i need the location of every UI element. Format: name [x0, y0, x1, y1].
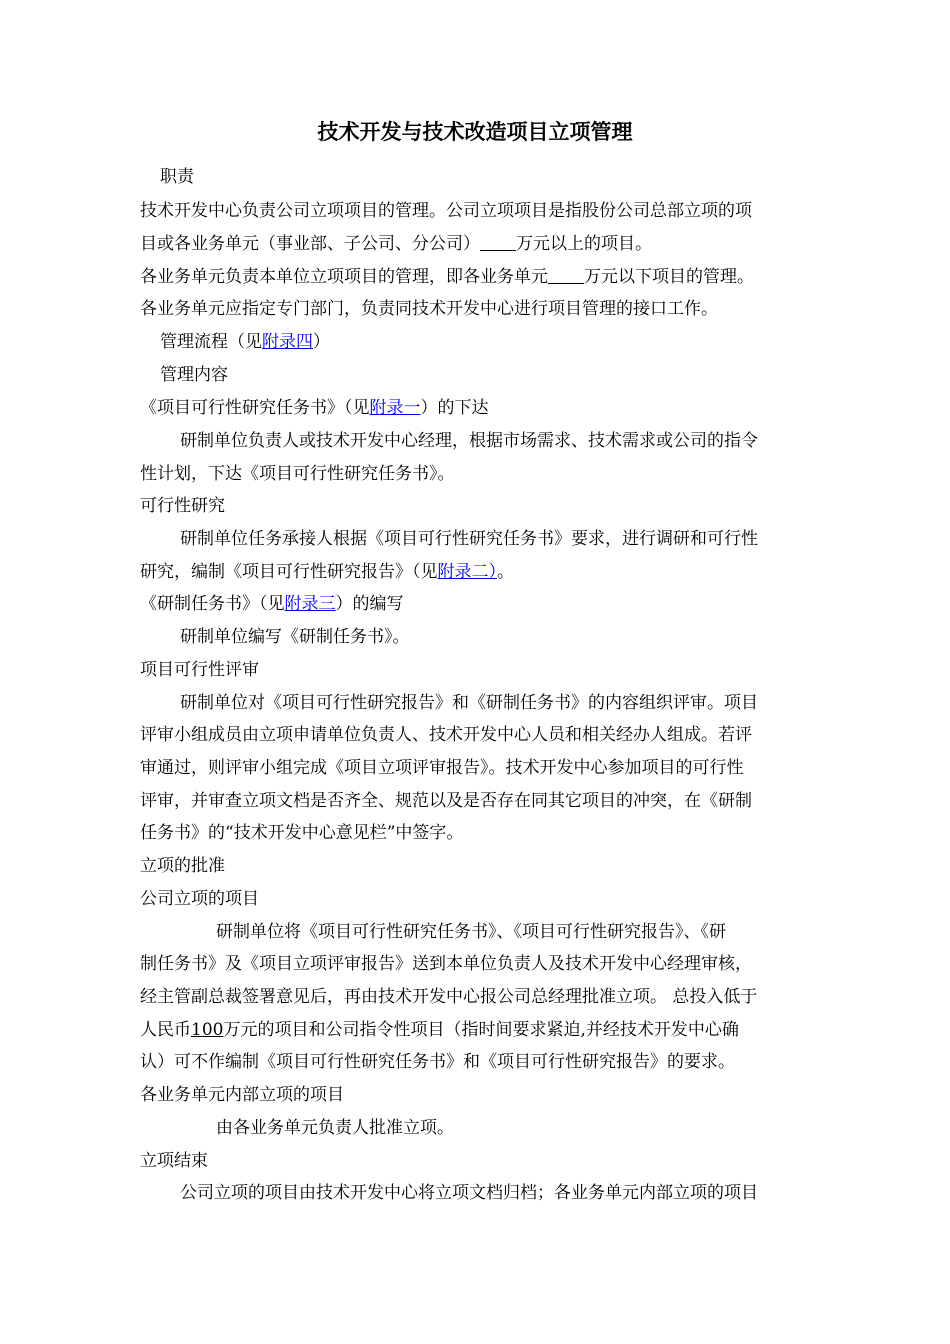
- paragraph-8-line-2: 制任务书》及《项目立项评审报告》送到本单位负责人及技术开发中心经理审核，: [140, 954, 752, 974]
- heading-task-issue: 《项目可行性研究任务书》（见附录一）的下达: [140, 398, 489, 418]
- paragraph-1-line-1: 技术开发中心负责公司立项项目的管理。公司立项项目是指股份公司总部立项的项: [140, 201, 752, 221]
- paragraph-6: 研制单位编写《研制任务书》。: [180, 627, 410, 647]
- paragraph-4-line-2: 性计划，下达《项目可行性研究任务书》。: [140, 464, 455, 484]
- paragraph-8-line-3: 经主管副总裁签署意见后，再由技术开发中心报公司总经理批准立项。 总投入低于: [140, 987, 758, 1007]
- appendix-1-link[interactable]: 附录一: [369, 398, 421, 418]
- appendix-4-link[interactable]: 附录四: [262, 332, 313, 352]
- paragraph-10: 公司立项的项目由技术开发中心将立项文档归档；各业务单元内部立项的项目: [180, 1183, 758, 1203]
- paragraph-7-line-4: 评审，并审查立项文档是否齐全、规范以及是否存在同其它项目的冲突，在《研制: [140, 791, 752, 811]
- paragraph-8-line-4: 人民币100万元的项目和公司指令性项目（指时间要求紧迫,并经技术开发中心确: [140, 1020, 739, 1040]
- document-title: 技术开发与技术改造项目立项管理: [317, 120, 633, 144]
- heading-feasibility-review: 项目可行性评审: [140, 660, 259, 680]
- paragraph-7-line-2: 评审小组成员由立项申请单位负责人、技术开发中心人员和相关经办人组成。若评: [140, 725, 752, 745]
- paragraph-7-line-1: 研制单位对《项目可行性研究报告》和《研制任务书》的内容组织评审。项目: [180, 693, 758, 713]
- heading-feasibility-study: 可行性研究: [140, 496, 225, 516]
- paragraph-3: 各业务单元应指定专门部门，负责同技术开发中心进行项目管理的接口工作。: [140, 299, 718, 319]
- paragraph-2: 各业务单元负责本单位立项项目的管理，即各业务单元 万元以下项目的管理。: [140, 267, 754, 287]
- appendix-2-link[interactable]: 附录二）: [437, 562, 497, 582]
- section-flow: 管理流程（见附录四）: [160, 332, 330, 352]
- paragraph-8-line-5: 认）可不作编制《项目可行性研究任务书》和《项目可行性研究报告》的要求。: [140, 1052, 735, 1072]
- blank-amount-field: [480, 234, 516, 251]
- paragraph-7-line-5: 任务书》的“技术开发中心意见栏”中签字。: [140, 823, 464, 843]
- heading-completion: 立项结束: [140, 1151, 208, 1171]
- section-duty: 职责: [160, 167, 194, 187]
- heading-task-writing: 《研制任务书》（见附录三）的编写: [140, 594, 404, 614]
- paragraph-4-line-1: 研制单位负责人或技术开发中心经理，根据市场需求、技术需求或公司的指令: [180, 431, 758, 451]
- paragraph-1-line-2: 目或各业务单元（事业部、子公司、分公司） 万元以上的项目。: [140, 234, 652, 254]
- blank-amount-field: [548, 267, 584, 284]
- amount-underlined: 100: [191, 1020, 224, 1040]
- heading-approval: 立项的批准: [140, 856, 225, 876]
- paragraph-8-line-1: 研制单位将《项目可行性研究任务书》、《项目可行性研究报告》、《研: [216, 922, 726, 942]
- heading-unit-projects: 各业务单元内部立项的项目: [140, 1085, 344, 1105]
- paragraph-7-line-3: 审通过，则评审小组完成《项目立项评审报告》。技术开发中心参加项目的可行性: [140, 758, 744, 778]
- paragraph-5-line-2: 研究，编制《项目可行性研究报告》（见附录二）。: [140, 562, 514, 582]
- paragraph-5-line-1: 研制单位任务承接人根据《项目可行性研究任务书》要求，进行调研和可行性: [180, 529, 758, 549]
- section-content: 管理内容: [160, 365, 228, 385]
- paragraph-9: 由各业务单元负责人批准立项。: [216, 1118, 454, 1138]
- appendix-3-link[interactable]: 附录三: [284, 594, 336, 614]
- heading-company-projects: 公司立项的项目: [140, 889, 259, 909]
